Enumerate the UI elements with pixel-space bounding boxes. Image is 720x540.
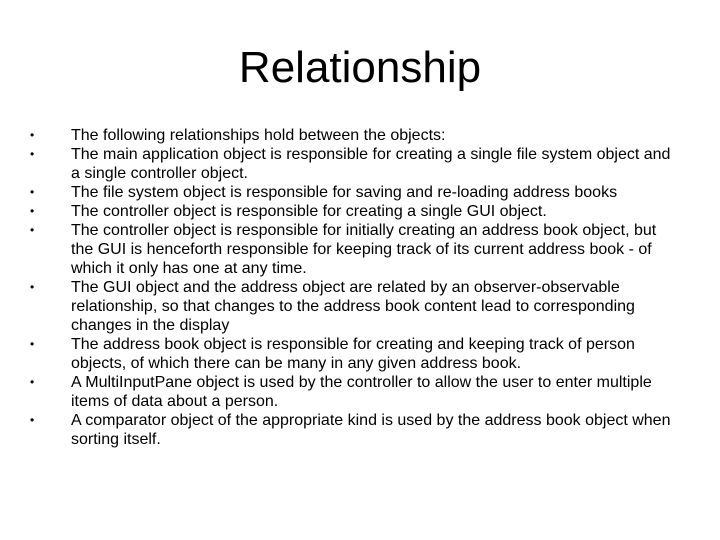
bullet-icon: • — [30, 128, 35, 142]
bullet-list — [30, 126, 680, 449]
bullet-item — [30, 411, 680, 449]
bullet-text: The GUI object and the address object are related by an observer-observable relationship, so that changes to the address book content lead to corresponding changes in the display — [71, 279, 635, 334]
bullet-text: The main application object is responsible for creating a single file system object and a single controller object. — [71, 146, 671, 182]
bullet-text: A comparator object of the appropriate kind is used by the address book object when sorting itself. — [71, 412, 671, 448]
bullet-item — [30, 373, 680, 411]
bullet-icon: • — [30, 147, 35, 161]
bullet-item — [30, 221, 680, 278]
bullet-item — [30, 126, 680, 145]
bullet-icon: • — [30, 413, 35, 427]
bullet-icon: • — [30, 337, 35, 351]
bullet-icon: • — [30, 223, 35, 237]
bullet-icon: • — [30, 204, 35, 218]
bullet-icon: • — [30, 375, 35, 389]
bullet-text: The controller object is responsible for initially creating an address book object, but the GUI is henceforth responsible for keeping track of its current address book - of which it only has one at any time. — [71, 222, 657, 277]
bullet-item — [30, 145, 680, 183]
bullet-text: A MultiInputPane object is used by the controller to allow the user to enter multiple items of data about a person. — [71, 374, 652, 410]
bullet-item — [30, 202, 680, 221]
slide-title: Relationship — [238, 43, 482, 92]
bullet-text: The file system object is responsible for saving and re-loading address books — [71, 184, 618, 201]
bullet-text: The following relationships hold between the objects: — [71, 127, 446, 144]
bullet-item — [30, 183, 680, 202]
bullet-text: The controller object is responsible for creating a single GUI object. — [71, 203, 547, 220]
bullet-icon: • — [30, 185, 35, 199]
bullet-item — [30, 278, 680, 335]
bullet-icon: • — [30, 280, 35, 294]
bullet-text: The address book object is responsible for creating and keeping track of person objects, of which there can be many in any given address book. — [71, 336, 635, 372]
bullet-item — [30, 335, 680, 373]
